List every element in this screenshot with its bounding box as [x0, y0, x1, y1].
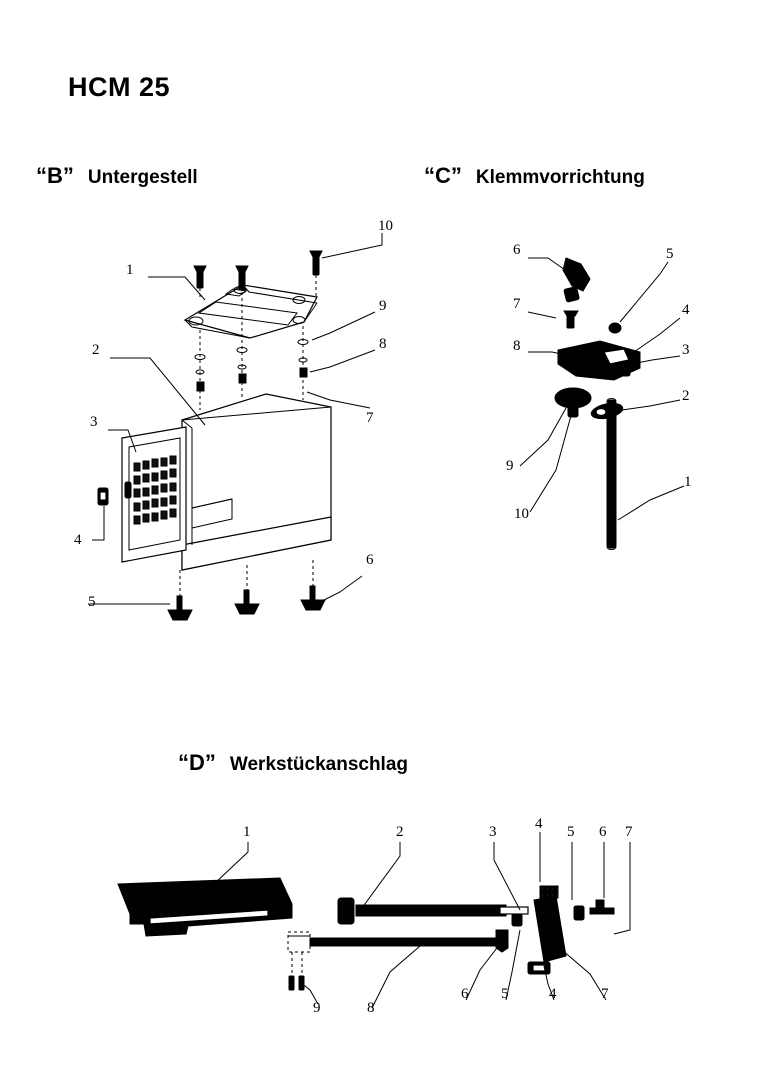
d-main-bar [356, 905, 528, 916]
callout-c-6: 6 [513, 242, 521, 258]
callout-c-10: 10 [514, 506, 529, 522]
figure-c-klemmvorrichtung [520, 258, 684, 550]
callout-c-7: 7 [513, 296, 521, 312]
c-rod [607, 399, 616, 550]
callout-d-4-top: 4 [535, 816, 543, 832]
callout-d-8: 8 [367, 1000, 375, 1016]
callout-b-4: 4 [74, 532, 82, 548]
d-block [338, 898, 354, 924]
d-small-parts [496, 900, 614, 952]
d-clamp-body [528, 886, 566, 974]
callout-b-5: 5 [88, 594, 96, 610]
callout-c-1: 1 [684, 474, 692, 490]
d-base-plate [118, 878, 292, 936]
callout-d-1: 1 [243, 824, 251, 840]
callout-b-9: 9 [379, 298, 387, 314]
figure-b-untergestell [88, 233, 382, 620]
callout-d-6-bottom: 6 [461, 986, 469, 1002]
b-feet [168, 560, 325, 620]
section-name-d: Werkstückanschlag [229, 754, 409, 775]
callout-d-7-bottom: 7 [601, 986, 609, 1002]
section-heading-b [36, 163, 198, 189]
callout-b-2: 2 [92, 342, 100, 358]
c-clamp-body [558, 341, 640, 380]
b-cabinet [182, 394, 331, 570]
callout-d-6-top: 6 [599, 824, 607, 840]
callout-b-8: 8 [379, 336, 387, 352]
section-name-c: Klemmvorrichtung [475, 167, 645, 188]
d-screws-bottom [289, 952, 304, 990]
section-heading-c [424, 163, 645, 189]
section-letter-c: “C” [424, 163, 462, 188]
c-knob [555, 388, 591, 417]
b-door-perforations [134, 456, 176, 524]
callout-b-3: 3 [90, 414, 98, 430]
d-lower-bar [288, 932, 500, 952]
section-letter-b: “B” [36, 163, 74, 188]
callout-d-5-top: 5 [567, 824, 575, 840]
c-stud [609, 323, 621, 333]
callout-c-2: 2 [682, 388, 690, 404]
callout-d-9: 9 [313, 1000, 321, 1016]
b-latch [98, 488, 108, 505]
figure-d-werkstueckanschlag [118, 832, 630, 1008]
section-letter-d: “D” [178, 750, 216, 775]
callout-b-1: 1 [126, 262, 134, 278]
callout-d-4-bottom: 4 [549, 986, 557, 1002]
section-name-b: Untergestell [87, 167, 198, 188]
callout-d-3: 3 [489, 824, 497, 840]
callout-c-5: 5 [666, 246, 674, 262]
callout-d-5-bottom: 5 [501, 986, 509, 1002]
callout-b-10: 10 [378, 218, 393, 234]
section-heading-d [178, 750, 408, 776]
b-washers [195, 340, 308, 392]
callout-d-7-top: 7 [625, 824, 633, 840]
callout-c-9: 9 [506, 458, 514, 474]
callout-b-6: 6 [366, 552, 374, 568]
c-lever [563, 258, 590, 302]
b-screws-top [194, 251, 322, 290]
callout-c-8: 8 [513, 338, 521, 354]
callout-d-2: 2 [396, 824, 404, 840]
callout-c-3: 3 [682, 342, 690, 358]
b-top-plate [185, 285, 317, 338]
page-title: HCM 25 [68, 72, 171, 102]
c-pin [564, 311, 578, 328]
callout-c-4: 4 [682, 302, 690, 318]
c-washer [590, 401, 624, 421]
b-door-panel [122, 427, 186, 562]
callout-b-7: 7 [366, 410, 374, 426]
